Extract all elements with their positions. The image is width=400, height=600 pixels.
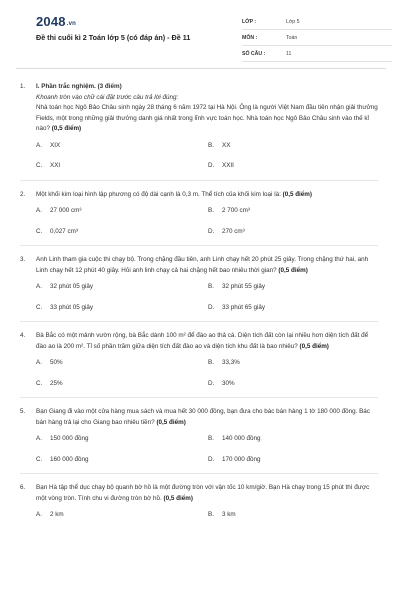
option-text: 2 km <box>50 511 64 518</box>
site-logo[interactable] <box>36 14 76 29</box>
option-c[interactable] <box>36 303 208 314</box>
question-text: Nhà toán học Ngô Bảo Châu sinh ngày 28 tháng 6 năm 1972 tại Hà Nội. Ông là người Việt Nam đầu tiên nhận giải thưởng Fields, một trong những giải thưởng danh giá nhất trong lĩnh vực toán học. Nhà toán học Ngô Bảo Châu sinh vào thế kỉ nào? <box>36 104 378 132</box>
section-title: I. Phần trắc nghiệm. (3 điểm) <box>36 83 122 90</box>
question-text: Anh Linh tham gia cuộc thi chạy bộ. Trong chặng đầu tiên, anh Linh chạy hết 20 phút 25 giây. Trong chặng thứ hai, anh Linh chạy hết 12 phút 40 giây. Hỏi anh linh chạy cả hai chặng hết bao nhiêu thời gian? <box>36 256 369 274</box>
question-number: 4. <box>20 332 26 339</box>
option-letter: B. <box>208 435 214 442</box>
header <box>16 0 386 66</box>
option-text: 140 000 đồng <box>222 435 261 442</box>
question-divider <box>20 180 378 181</box>
option-a[interactable] <box>36 358 208 369</box>
option-text: 0,027 cm³ <box>50 227 78 235</box>
option-a[interactable] <box>36 510 208 521</box>
question-text-wrap <box>36 255 378 276</box>
document-title: Đề thi cuối kì 2 Toán lớp 5 (có đáp án) - Đề 11 <box>36 33 191 42</box>
option-letter: D. <box>208 379 215 387</box>
option-c[interactable] <box>36 161 208 172</box>
question-divider <box>20 245 378 246</box>
question-text-wrap <box>36 407 378 428</box>
option-a[interactable] <box>36 434 208 445</box>
question-text-wrap <box>36 103 378 135</box>
options <box>36 141 378 172</box>
meta-row-subject <box>242 30 392 46</box>
options <box>36 510 378 521</box>
option-text: 32 phút 55 giây <box>222 283 266 290</box>
option-text: XX <box>222 141 231 149</box>
question-points: (0,5 điểm) <box>163 494 193 502</box>
option-text: 170 000 đồng <box>222 455 261 463</box>
question-text: Một khối kim loại hình lập phương có độ dài cạnh là 0,3 m. Thể tích của khối kim loại là: <box>36 190 281 198</box>
question-2 <box>20 190 378 247</box>
option-letter: B. <box>208 207 214 214</box>
option-text: 160 000 đồng <box>50 455 89 463</box>
option-text: 27 000 cm³ <box>50 207 82 214</box>
logo-suffix: .vn <box>66 21 77 27</box>
option-text: 3 km <box>222 511 236 518</box>
instruction: Khoanh tròn vào chữ cái đặt trước câu trả lời đúng: <box>36 93 179 101</box>
option-letter: C. <box>36 227 43 235</box>
meta-row-class <box>242 14 392 30</box>
option-b[interactable] <box>208 282 380 293</box>
logo-main: 2048 <box>36 14 66 29</box>
option-text: XXI <box>50 162 61 169</box>
question-points: (0,5 điểm) <box>282 190 312 198</box>
option-c[interactable] <box>36 379 208 390</box>
question-number: 6. <box>20 484 26 491</box>
option-letter: C. <box>36 303 43 311</box>
option-c[interactable] <box>36 455 208 466</box>
question-number: 5. <box>20 408 26 415</box>
option-text: 150 000 đồng <box>50 435 89 442</box>
meta-value: 11 <box>286 50 292 57</box>
option-letter: A. <box>36 207 42 214</box>
option-text: 25% <box>50 379 63 387</box>
option-letter: B. <box>208 283 214 290</box>
option-text: 270 cm³ <box>222 227 245 235</box>
question-number: 3. <box>20 256 26 263</box>
option-text: 50% <box>50 359 63 366</box>
option-d[interactable] <box>208 227 380 238</box>
exam-meta <box>242 14 392 62</box>
options <box>36 282 378 313</box>
question-4 <box>20 331 378 398</box>
question-text-wrap <box>36 190 378 201</box>
question-divider <box>20 473 378 474</box>
option-b[interactable] <box>208 434 380 445</box>
question-text-wrap <box>36 331 378 352</box>
question-divider <box>20 397 378 398</box>
option-letter: D. <box>208 227 215 235</box>
question-divider <box>20 321 378 322</box>
option-d[interactable] <box>208 455 380 466</box>
option-c[interactable] <box>36 227 208 238</box>
option-letter: B. <box>208 511 214 518</box>
meta-value: Toán <box>286 34 298 41</box>
option-letter: D. <box>208 162 215 169</box>
option-text: 32 phút 05 giây <box>50 283 94 290</box>
question-points: (0,5 điểm) <box>278 266 308 274</box>
header-divider <box>16 68 386 69</box>
option-b[interactable] <box>208 141 380 152</box>
option-b[interactable] <box>208 510 380 521</box>
question-text: Bạn Giang đi vào một cửa hàng mua sách và mua hết 30 000 đồng, bạn đưa cho bác bán hàng 1 tờ 180 000 đồng. Bác bán hàng trả lại cho Giang bao nhiêu tiền? <box>36 408 370 426</box>
meta-label: LỚP : <box>242 18 257 25</box>
meta-label: SỐ CÂU : <box>242 50 266 57</box>
option-a[interactable] <box>36 282 208 293</box>
option-text: XIX <box>50 141 61 149</box>
option-d[interactable] <box>208 161 380 172</box>
option-b[interactable] <box>208 206 380 217</box>
option-letter: B. <box>208 359 214 366</box>
option-letter: A. <box>36 359 42 366</box>
option-letter: D. <box>208 303 215 311</box>
option-d[interactable] <box>208 379 380 390</box>
question-number: 1. <box>20 83 26 90</box>
options <box>36 358 378 389</box>
options <box>36 206 378 237</box>
option-letter: A. <box>36 511 42 518</box>
question-points: (0,5 điểm) <box>299 342 329 350</box>
option-text: 2 700 cm³ <box>222 207 250 214</box>
question-text-wrap <box>36 483 378 504</box>
option-letter: D. <box>208 455 215 463</box>
question-list <box>20 82 378 530</box>
meta-value: Lớp 5 <box>286 18 300 25</box>
option-letter: A. <box>36 435 42 442</box>
option-text: 33,3% <box>222 359 240 366</box>
option-d[interactable] <box>208 303 380 314</box>
question-text: Bạn Hà tập thể dục chạy bộ quanh bờ hồ là một đường tròn với vận tốc 10 km/giờ. Bạn Hà chạy trong 15 phút thì được một vòng tròn. Tính chu vi đường tròn bờ hồ. <box>36 484 370 502</box>
option-letter: C. <box>36 379 43 387</box>
option-b[interactable] <box>208 358 380 369</box>
option-text: 30% <box>222 379 235 387</box>
question-5 <box>20 407 378 474</box>
meta-row-count <box>242 46 392 62</box>
question-1 <box>20 82 378 181</box>
option-letter: C. <box>36 162 43 169</box>
option-letter: B. <box>208 141 214 149</box>
option-text: 33 phút 05 giây <box>50 303 94 311</box>
option-letter: C. <box>36 455 43 463</box>
question-3 <box>20 255 378 322</box>
question-points: (0,5 điểm) <box>51 125 82 132</box>
option-a[interactable] <box>36 206 208 217</box>
option-letter: A. <box>36 283 42 290</box>
question-text: Bà Bắc có một mảnh vườn rộng, bà Bắc dành 100 m² để đào ao thả cá. Diện tích đất còn lại nhiều hơn diện tích đất để đào ao là 200 m². Tỉ số phần trăm giữa diện tích đất đào ao và diện tích khu đất là bao nhiêu? <box>36 332 369 350</box>
question-points: (0,5 điểm) <box>156 418 186 426</box>
options <box>36 434 378 465</box>
option-text: XXII <box>222 162 234 169</box>
option-letter: A. <box>36 141 42 149</box>
question-number: 2. <box>20 190 26 198</box>
option-a[interactable] <box>36 141 208 152</box>
meta-label: MÔN : <box>242 34 258 41</box>
option-text: 33 phút 65 giây <box>222 303 266 311</box>
question-6 <box>20 483 378 521</box>
